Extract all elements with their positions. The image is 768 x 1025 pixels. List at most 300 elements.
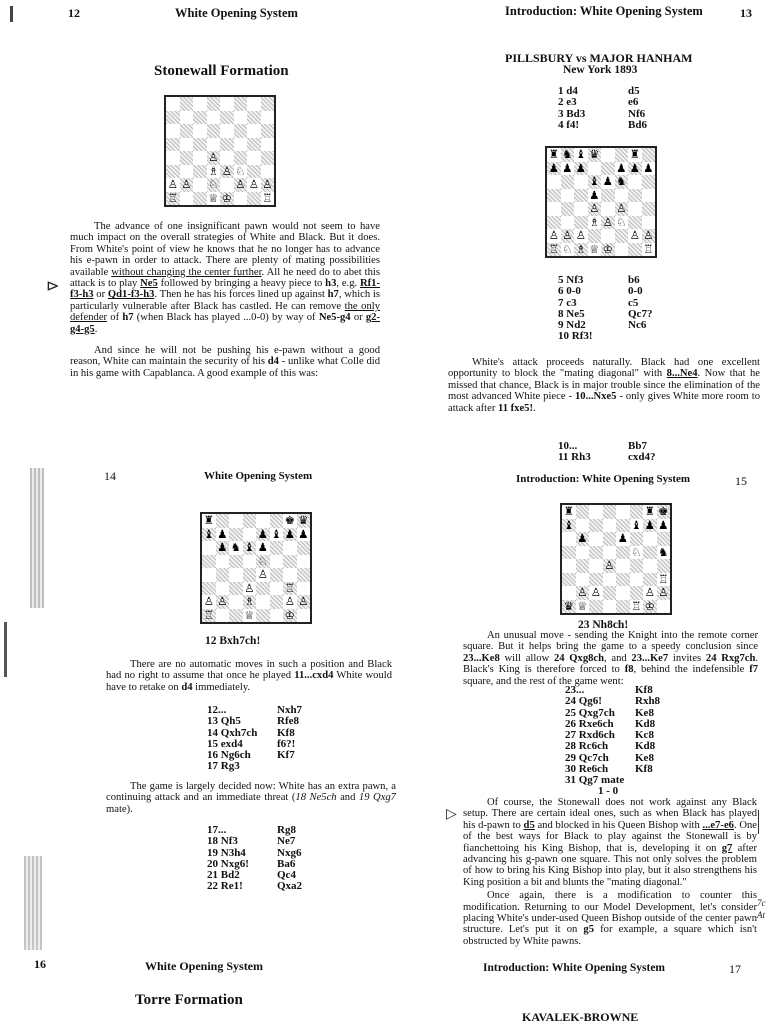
board-square (207, 138, 221, 152)
board-square (616, 546, 630, 560)
board-square (562, 586, 576, 600)
board-square (261, 138, 275, 152)
game-title-13: PILLSBURY vs MAJOR HANHAM (505, 51, 693, 65)
body-text-14-b: The game is largely decided now: White has an extra pawn, a continuing attack and an immediate threat (18 Ne5ch and 19 Qxg7 mate). (106, 781, 396, 815)
board-square: ♖ (631, 598, 642, 613)
board-square (270, 514, 284, 528)
board-square: ♞ (658, 544, 669, 559)
board-square (220, 178, 234, 192)
board-square: ♙ (644, 585, 655, 599)
board-square (657, 559, 671, 573)
black-move: 0-0 (628, 285, 643, 298)
board-square (643, 546, 657, 560)
board-square (261, 97, 275, 111)
board-square: ♕ (589, 241, 600, 256)
board-square (603, 573, 617, 587)
board-square (561, 175, 575, 189)
black-move: Rxh8 (635, 695, 661, 708)
board-square (261, 165, 275, 179)
board-square: ♜ (629, 147, 640, 161)
board-square: ♖ (203, 607, 214, 622)
board-square (297, 568, 311, 582)
board-square (574, 175, 588, 189)
board-square (270, 595, 284, 609)
board-square (202, 555, 216, 569)
board-square: ♙ (577, 585, 588, 599)
board-square (589, 519, 603, 533)
board-square: ♟ (257, 526, 268, 541)
board-square (234, 124, 248, 138)
board-square (220, 111, 234, 125)
pencil-arrow-mark: ▷ (446, 807, 457, 822)
board-square (229, 528, 243, 542)
move-row (207, 881, 302, 892)
black-move: Qxa2 (277, 880, 303, 893)
board-square (216, 514, 230, 528)
white-move: 18 Nf3 (207, 835, 238, 848)
page-number-13: 13 (740, 6, 752, 20)
board-square (297, 609, 311, 623)
board-square (243, 514, 257, 528)
board-square: ♙ (257, 567, 268, 581)
board-square: ♖ (284, 580, 295, 595)
board-square: ♙ (658, 585, 669, 599)
board-square (547, 216, 561, 230)
board-square (588, 162, 602, 176)
board-square: ♘ (235, 163, 246, 178)
board-square (180, 192, 194, 206)
move-title-15: 23 Nh8ch! (578, 619, 629, 631)
board-square (297, 541, 311, 555)
board-square (220, 138, 234, 152)
running-header-14: White Opening System (204, 470, 313, 482)
board-square (261, 124, 275, 138)
margin-note: 7c (757, 898, 766, 908)
board-square: ♟ (602, 174, 613, 188)
page-number-12: 12 (68, 6, 80, 20)
black-move: c5 (628, 296, 639, 309)
board-square (180, 124, 194, 138)
board-square (561, 202, 575, 216)
board-square (247, 151, 261, 165)
white-move: 13 Qh5 (207, 715, 241, 728)
white-move: 7 c3 (558, 296, 577, 309)
board-square (562, 559, 576, 573)
body-text-12: The advance of one insignificant pawn would not seem to have much impact on the overall strategies of White and Black. But it does. From White's point of view he knows that he no longer has to advance his e-pawn in order to attack. There are plenty of mating possibilities available without changing the center further. All he need do to abet this attack is to play Ne5 followed by bringing a heavy piece to h3, e.g. Rf1-f3-h3 or Qd1-f3-h3. Then he has his forces lined up against h7, which is particularly vulnerable after Black has castled. He can remove the only defender of h7 (when Black has played ...0-0) by way of Ne5-g4 or g2-g4-g5. And since he will not be pushing his e-pawn without a good reason, White can maintain the security of his d4 - unlike what Colle did in his game with Capablanca. A good example of this was: (70, 221, 380, 379)
black-move: Ke8 (635, 751, 654, 764)
board-square (270, 582, 284, 596)
section-title-torre: Torre Formation (135, 992, 243, 1008)
board-square (193, 192, 207, 206)
board-square (616, 586, 630, 600)
board-square (283, 541, 297, 555)
black-move: Ba6 (277, 857, 296, 870)
black-move: Kc8 (635, 729, 654, 742)
chess-diagram-stonewall (164, 95, 276, 207)
board-square: ♕ (244, 607, 255, 622)
board-square (261, 151, 275, 165)
move-list-13-c (558, 441, 656, 464)
body-text-13: White's attack proceeds naturally. Black had one excellent opportunity to block the "mating diagonal" with 8...Ne4. Now that he missed that chance, Black is in major trouble since the elimination of the most advanced White piece - 10...Nxe5 - only gives White more room to attack after 11 fxe5!. (448, 357, 761, 414)
board-square (642, 175, 656, 189)
page-number-15: 15 (735, 474, 747, 488)
board-square (220, 151, 234, 165)
board-square: ♟ (658, 517, 669, 532)
move-row (558, 120, 647, 131)
board-square: ♙ (167, 177, 178, 191)
board-square (229, 582, 243, 596)
board-square: ♟ (284, 526, 295, 541)
black-move: Bb7 (628, 440, 647, 452)
board-square (202, 541, 216, 555)
board-square: ♟ (575, 160, 586, 175)
board-square: ♟ (562, 160, 573, 175)
white-move: 2 e3 (558, 96, 577, 109)
board-square (243, 528, 257, 542)
board-square (643, 532, 657, 546)
board-square (630, 586, 644, 600)
white-move: 24 Qg6! (565, 695, 602, 708)
board-square (589, 505, 603, 519)
board-square (601, 229, 615, 243)
board-square (193, 165, 207, 179)
board-square (576, 573, 590, 587)
board-square (193, 97, 207, 111)
board-square: ♟ (644, 517, 655, 532)
black-move: Ke8 (635, 706, 654, 719)
board-square (630, 505, 644, 519)
board-square (283, 568, 297, 582)
body-text-15-b: Of course, the Stonewall does not work against any Black setup. There are certain ideal ones, such as when Black has played his d-pawn to d5 and blocked in his Queen Bishop with ...e7-e6. One of the best ways for Black to play against the Stonewall is by fianchettoing his King Bishop, that is, developing it on g7 after advancing his g-pawn one square. This not only solves the problem of how to bring his King Bishop into play, but it also strengthens his King position a bit and blunts the "mating diagonal." Once again, there is a modification to counter this modification. Returning to our Model Development, let's consider placing White's under-used Queen Bishop outside of the center pawn structure. Let's put it on g5 for example, a square which isn't obstructed by White pawns. (463, 797, 757, 947)
board-square: ♜ (548, 147, 559, 161)
board-square (234, 111, 248, 125)
white-move: 15 exd4 (207, 737, 243, 750)
board-square: ♝ (244, 540, 255, 554)
board-square (616, 600, 630, 614)
board-square: ♙ (562, 228, 573, 242)
black-move: Rg8 (277, 824, 296, 836)
board-square: ♝ (563, 517, 574, 532)
white-move: 11 Rh3 (558, 451, 591, 464)
board-square (166, 124, 180, 138)
board-square (216, 568, 230, 582)
board-square: ♟ (577, 531, 588, 545)
board-square: ♔ (602, 241, 613, 256)
move-row (558, 286, 652, 297)
board-square: ♘ (257, 553, 268, 568)
running-header-13: Introduction: White Opening System (505, 4, 703, 18)
board-square (589, 559, 603, 573)
board-square: ♟ (257, 540, 268, 554)
board-square (643, 559, 657, 573)
board-square (270, 541, 284, 555)
board-square: ♙ (284, 594, 295, 608)
board-square (297, 582, 311, 596)
board-square (576, 546, 590, 560)
board-square: ♘ (631, 544, 642, 559)
board-square: ♖ (643, 241, 654, 256)
black-move: Nf6 (628, 107, 646, 120)
black-move: Ne7 (277, 835, 296, 848)
board-square: ♙ (217, 594, 228, 608)
board-square (657, 532, 671, 546)
black-move: Nxh7 (277, 704, 303, 716)
running-header-17: Introduction: White Opening System (483, 962, 666, 974)
board-square: ♝ (203, 526, 214, 541)
white-move: 31 Qg7 mate (565, 774, 625, 787)
scan-edge-mark (4, 622, 7, 677)
board-square (603, 519, 617, 533)
scan-smudge (24, 856, 42, 950)
board-square: ♟ (617, 531, 628, 545)
white-move: 9 Nd2 (558, 319, 586, 332)
board-square (229, 595, 243, 609)
board-square: ♚ (284, 513, 295, 527)
black-move: Qc4 (277, 869, 296, 882)
board-square: ♝ (631, 517, 642, 532)
board-square: ♖ (167, 190, 178, 205)
white-move: 1 d4 (558, 85, 578, 97)
board-square (657, 600, 671, 614)
board-square: ♙ (262, 177, 273, 191)
board-square (234, 151, 248, 165)
board-square (207, 97, 221, 111)
board-square (243, 568, 257, 582)
board-square: ♘ (616, 214, 627, 229)
white-move: 28 Rc6ch (565, 740, 609, 753)
board-square: ♞ (616, 174, 627, 188)
board-square: ♙ (602, 214, 613, 229)
board-square (193, 151, 207, 165)
board-square (642, 148, 656, 162)
board-square (180, 165, 194, 179)
black-move: e6 (628, 96, 639, 109)
black-move: Kd8 (635, 740, 656, 753)
board-square (642, 189, 656, 203)
board-square (630, 559, 644, 573)
board-square (234, 97, 248, 111)
board-square (630, 532, 644, 546)
page-number-16: 16 (34, 957, 46, 971)
board-square: ♝ (575, 147, 586, 161)
chess-diagram-14 (200, 512, 312, 624)
white-move: 16 Ng6ch (207, 749, 251, 762)
board-square (202, 568, 216, 582)
black-move: f6?! (277, 737, 296, 750)
white-move: 29 Qc7ch (565, 751, 609, 764)
board-square (180, 138, 194, 152)
board-square (180, 151, 194, 165)
board-square: ♙ (604, 558, 615, 572)
board-square (247, 124, 261, 138)
board-square (180, 97, 194, 111)
board-square (193, 111, 207, 125)
board-square: ♟ (643, 160, 654, 175)
board-square (642, 216, 656, 230)
move-row (207, 761, 302, 772)
scan-smudge (30, 468, 44, 608)
black-move: d5 (628, 85, 640, 97)
board-square (193, 138, 207, 152)
move-row (207, 836, 302, 847)
move-list-13-a (558, 86, 647, 131)
board-square (193, 124, 207, 138)
board-square (547, 189, 561, 203)
board-square (630, 573, 644, 587)
board-square (166, 97, 180, 111)
board-square (628, 202, 642, 216)
board-square (229, 514, 243, 528)
board-square: ♛ (298, 513, 309, 527)
move-list-15 (565, 685, 660, 787)
board-square (628, 175, 642, 189)
board-square (234, 192, 248, 206)
move-row (207, 716, 302, 727)
board-square (588, 229, 602, 243)
white-move: 8 Ne5 (558, 307, 585, 320)
board-square (576, 559, 590, 573)
white-move: 20 Nxg6! (207, 857, 249, 870)
board-square (180, 111, 194, 125)
white-move: 19 N3h4 (207, 846, 246, 859)
board-square: ♙ (548, 228, 559, 242)
board-square: ♟ (589, 187, 600, 202)
board-square (574, 202, 588, 216)
black-move: cxd4? (628, 451, 656, 464)
white-move: 25 Qxg7ch (565, 706, 615, 719)
white-move: 10 Rf3! (558, 330, 593, 343)
black-move: b6 (628, 274, 640, 286)
pencil-line-mark (758, 810, 759, 834)
board-square: ♘ (562, 241, 573, 256)
game-place-13: New York 1893 (563, 64, 638, 76)
board-square (562, 532, 576, 546)
board-square (615, 229, 629, 243)
move-title-14: 12 Bxh7ch! (205, 635, 261, 647)
board-square (589, 532, 603, 546)
board-square (166, 165, 180, 179)
board-square (207, 124, 221, 138)
move-row (558, 331, 652, 342)
board-square (247, 192, 261, 206)
board-square: ♙ (575, 228, 586, 242)
board-square (615, 148, 629, 162)
board-square (247, 165, 261, 179)
white-move: 6 0-0 (558, 285, 581, 298)
body-text-15-a: An unusual move - sending the Knight into the remote corner square. But it helps bring the game to a speedy conclusion since 23...Ke8 will allow 24 Qxg8ch, and 23...Ke7 invites 24 Rxg7ch. Black's King is therefore forced to f8, behind the indefensible f7 square, and the rest of the game went: (463, 630, 759, 687)
black-move: Kd8 (635, 717, 656, 730)
board-square (576, 505, 590, 519)
board-square: ♗ (208, 163, 219, 178)
game-result-15: 1 - 0 (598, 785, 619, 797)
board-square: ♕ (208, 190, 219, 205)
board-square (562, 546, 576, 560)
white-move: 17 Rg3 (207, 760, 240, 773)
board-square (562, 573, 576, 587)
board-square: ♜ (203, 513, 214, 527)
board-square: ♙ (616, 201, 627, 215)
board-square (628, 189, 642, 203)
board-square: ♗ (575, 241, 586, 256)
board-square: ♝ (271, 526, 282, 541)
board-square (216, 609, 230, 623)
page-number-14: 14 (104, 469, 116, 483)
board-square (202, 582, 216, 596)
board-square (589, 600, 603, 614)
board-square (229, 568, 243, 582)
board-square (270, 555, 284, 569)
board-square (234, 138, 248, 152)
board-square: ♔ (221, 190, 232, 205)
board-square (603, 586, 617, 600)
board-square: ♛ (563, 598, 574, 613)
board-square (247, 138, 261, 152)
black-move: Kf7 (277, 749, 295, 762)
white-move: 26 Rxe6ch (565, 717, 614, 730)
body-text-14-a: There are no automatic moves in such a position and Black had no right to assume that once he played 11...cxd4 White would have to retake on d4 immediately. (106, 659, 393, 693)
chess-diagram-pillsbury (545, 146, 657, 258)
white-move: 21 Bd2 (207, 869, 240, 882)
board-square (574, 189, 588, 203)
margin-note: At (757, 910, 765, 920)
white-move: 22 Re1! (207, 880, 243, 893)
board-square (247, 97, 261, 111)
black-move: Nxg6 (277, 846, 302, 859)
scan-edge-mark (10, 6, 13, 22)
board-square (601, 148, 615, 162)
board-square (628, 243, 642, 257)
board-square: ♙ (248, 177, 259, 191)
board-square: ♖ (548, 241, 559, 256)
black-move: Kf8 (635, 763, 653, 776)
board-square (261, 111, 275, 125)
board-square (576, 519, 590, 533)
board-square (256, 609, 270, 623)
move-row (565, 696, 660, 707)
board-square (220, 97, 234, 111)
game-title-17: KAVALEK-BROWNE (522, 1010, 639, 1024)
board-square (270, 609, 284, 623)
white-move: 10... (558, 440, 578, 452)
board-square (166, 138, 180, 152)
board-square: ♙ (590, 585, 601, 599)
black-move: Nc6 (628, 319, 647, 332)
board-square: ♗ (589, 214, 600, 229)
running-header-12: White Opening System (175, 6, 298, 20)
board-square: ♛ (589, 147, 600, 161)
board-square: ♟ (629, 160, 640, 175)
board-square: ♙ (589, 201, 600, 215)
white-move: 30 Re6ch (565, 763, 609, 776)
board-square (193, 178, 207, 192)
board-square: ♖ (262, 190, 273, 205)
board-square (589, 546, 603, 560)
board-square: ♟ (298, 526, 309, 541)
board-square: ♜ (563, 504, 574, 518)
white-move: 27 Rxd6ch (565, 729, 615, 742)
running-header-16: White Opening System (145, 959, 264, 973)
board-square: ♙ (208, 150, 219, 164)
move-list-14-a (207, 705, 302, 773)
board-square (616, 573, 630, 587)
board-square: ♞ (562, 147, 573, 161)
board-square: ♙ (643, 228, 654, 242)
board-square (283, 555, 297, 569)
page-number-17: 17 (729, 962, 741, 976)
board-square (574, 216, 588, 230)
board-square (270, 568, 284, 582)
board-square (166, 111, 180, 125)
